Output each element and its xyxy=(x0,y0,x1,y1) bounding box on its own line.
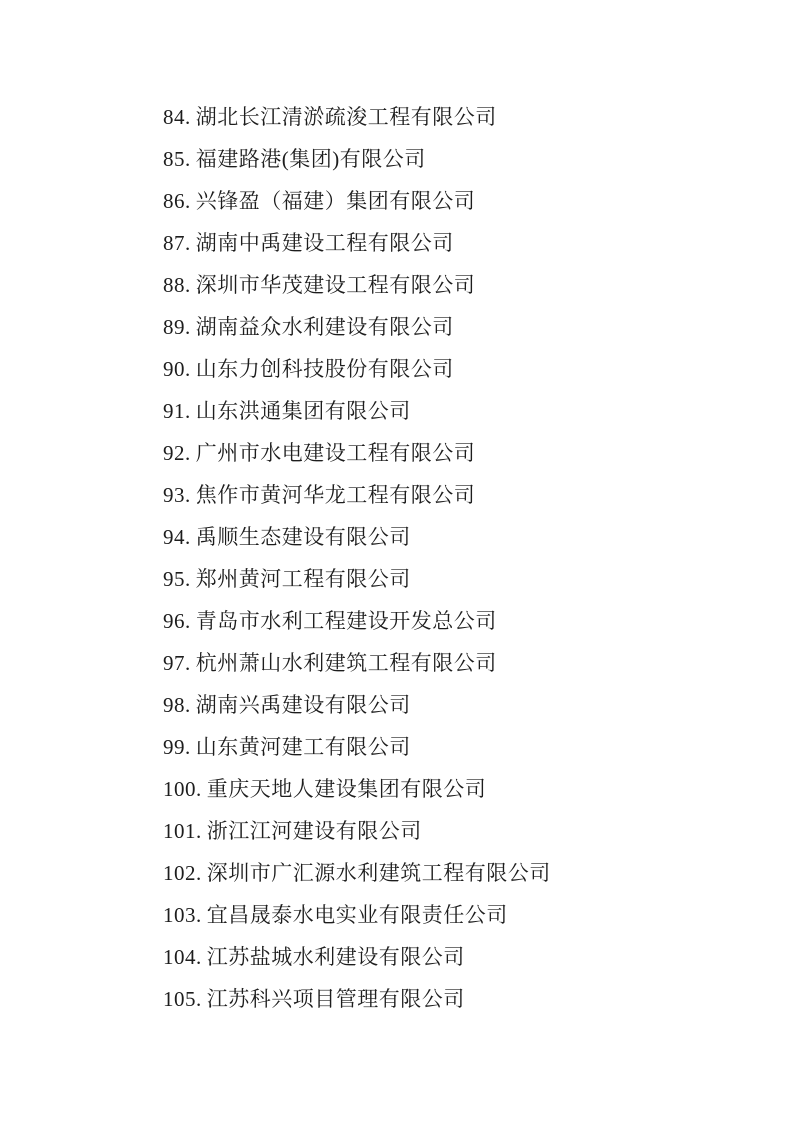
list-item-number: 104. xyxy=(163,945,202,969)
company-name: 杭州萧山水利建筑工程有限公司 xyxy=(195,651,497,675)
company-name: 郑州黄河工程有限公司 xyxy=(195,567,411,591)
list-item xyxy=(163,96,800,138)
company-name: 山东洪通集团有限公司 xyxy=(195,399,411,423)
list-item xyxy=(163,978,800,1020)
list-item xyxy=(163,768,800,810)
list-item xyxy=(163,600,800,642)
list-item xyxy=(163,684,800,726)
list-item xyxy=(163,348,800,390)
company-name: 山东力创科技股份有限公司 xyxy=(195,357,454,381)
list-item xyxy=(163,306,800,348)
list-item-number: 89. xyxy=(163,315,191,339)
list-item xyxy=(163,432,800,474)
list-item xyxy=(163,558,800,600)
list-item-number: 105. xyxy=(163,987,202,1011)
list-item xyxy=(163,474,800,516)
list-item xyxy=(163,894,800,936)
company-name: 禹顺生态建设有限公司 xyxy=(195,525,411,549)
list-item-number: 86. xyxy=(163,189,191,213)
list-item xyxy=(163,810,800,852)
list-item xyxy=(163,390,800,432)
list-item-number: 99. xyxy=(163,735,191,759)
company-name: 深圳市广汇源水利建筑工程有限公司 xyxy=(206,861,551,885)
company-name: 湖北长江清淤疏浚工程有限公司 xyxy=(195,105,497,129)
company-name: 湖南兴禹建设有限公司 xyxy=(195,693,411,717)
list-item-number: 91. xyxy=(163,399,191,423)
list-item xyxy=(163,516,800,558)
company-name: 青岛市水利工程建设开发总公司 xyxy=(195,609,497,633)
list-item-number: 100. xyxy=(163,777,202,801)
list-item xyxy=(163,642,800,684)
company-name: 宜昌晟泰水电实业有限责任公司 xyxy=(206,903,508,927)
company-name: 江苏盐城水利建设有限公司 xyxy=(206,945,465,969)
company-name: 湖南中禹建设工程有限公司 xyxy=(195,231,454,255)
list-item xyxy=(163,180,800,222)
list-item-number: 88. xyxy=(163,273,191,297)
list-item-number: 95. xyxy=(163,567,191,591)
list-item xyxy=(163,726,800,768)
list-item-number: 102. xyxy=(163,861,202,885)
list-item xyxy=(163,138,800,180)
company-name: 兴锋盈（福建）集团有限公司 xyxy=(195,189,476,213)
company-name: 山东黄河建工有限公司 xyxy=(195,735,411,759)
list-item-number: 85. xyxy=(163,147,191,171)
company-name: 湖南益众水利建设有限公司 xyxy=(195,315,454,339)
list-item-number: 98. xyxy=(163,693,191,717)
list-item-number: 96. xyxy=(163,609,191,633)
company-name: 焦作市黄河华龙工程有限公司 xyxy=(195,483,476,507)
list-item-number: 87. xyxy=(163,231,191,255)
list-item-number: 103. xyxy=(163,903,202,927)
company-name: 广州市水电建设工程有限公司 xyxy=(195,441,476,465)
company-name: 江苏科兴项目管理有限公司 xyxy=(206,987,465,1011)
list-item xyxy=(163,936,800,978)
company-name: 福建路港(集团)有限公司 xyxy=(195,147,426,171)
list-item-number: 92. xyxy=(163,441,191,465)
list-item-number: 90. xyxy=(163,357,191,381)
list-item-number: 93. xyxy=(163,483,191,507)
list-item xyxy=(163,852,800,894)
list-item xyxy=(163,264,800,306)
list-item-number: 97. xyxy=(163,651,191,675)
company-name: 深圳市华茂建设工程有限公司 xyxy=(195,273,476,297)
list-item xyxy=(163,222,800,264)
company-name: 重庆天地人建设集团有限公司 xyxy=(206,777,487,801)
list-item-number: 101. xyxy=(163,819,202,843)
list-item-number: 94. xyxy=(163,525,191,549)
company-name: 浙江江河建设有限公司 xyxy=(206,819,422,843)
list-item-number: 84. xyxy=(163,105,191,129)
